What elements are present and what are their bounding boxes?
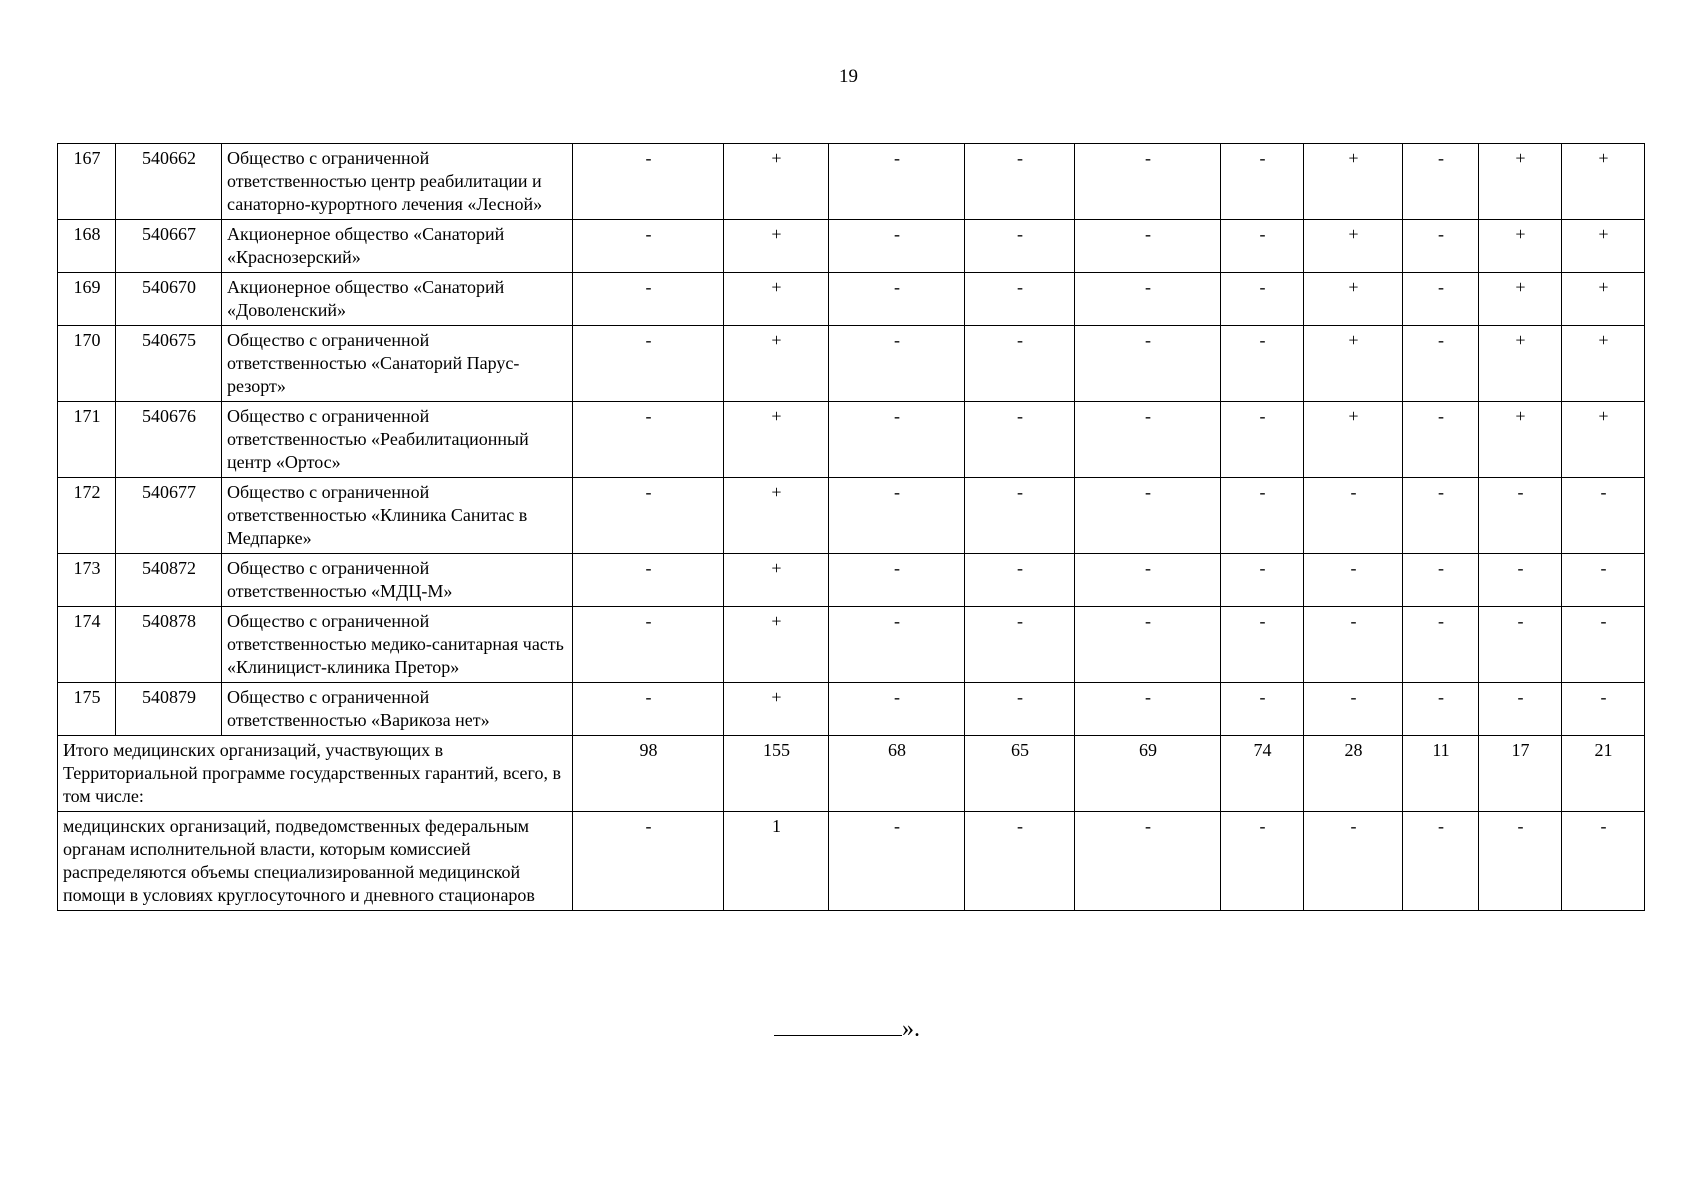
participation-mark: + [1479, 220, 1562, 273]
organization-name: Общество с ограниченной ответственностью «Клиника Санитас в Медпарке» [222, 478, 573, 554]
participation-mark: - [1562, 554, 1645, 607]
participation-mark: + [1562, 326, 1645, 402]
participation-mark: - [1075, 326, 1221, 402]
total-count: - [965, 812, 1075, 911]
table-row [58, 220, 1645, 273]
participation-mark: - [1075, 402, 1221, 478]
total-count: 11 [1403, 736, 1479, 812]
table-row [58, 607, 1645, 683]
total-count: 65 [965, 736, 1075, 812]
participation-mark: - [965, 144, 1075, 220]
participation-mark: - [1221, 326, 1304, 402]
registry-code: 540878 [116, 607, 222, 683]
participation-mark: - [1304, 478, 1403, 554]
total-count: - [1221, 812, 1304, 911]
participation-mark: - [1075, 607, 1221, 683]
page-number: 19 [839, 66, 858, 87]
participation-mark: - [829, 402, 965, 478]
participation-mark: - [1221, 220, 1304, 273]
participation-mark: - [829, 478, 965, 554]
participation-mark: - [1304, 554, 1403, 607]
participation-mark: - [965, 554, 1075, 607]
participation-mark: - [573, 683, 724, 736]
participation-mark: - [1562, 683, 1645, 736]
participation-mark: + [724, 220, 829, 273]
participation-mark: - [573, 144, 724, 220]
total-row [58, 736, 1645, 812]
registry-code: 540879 [116, 683, 222, 736]
participation-mark: - [1562, 478, 1645, 554]
organizations-table [57, 143, 1645, 911]
total-count: 155 [724, 736, 829, 812]
participation-mark: + [1479, 144, 1562, 220]
total-count: 74 [1221, 736, 1304, 812]
registry-code: 540675 [116, 326, 222, 402]
registry-code: 540676 [116, 402, 222, 478]
organization-name: Общество с ограниченной ответственностью «Варикоза нет» [222, 683, 573, 736]
participation-mark: - [965, 273, 1075, 326]
participation-mark: - [1221, 607, 1304, 683]
participation-mark: - [829, 554, 965, 607]
table-body [58, 144, 1645, 911]
participation-mark: + [1479, 326, 1562, 402]
registry-code: 540662 [116, 144, 222, 220]
row-number: 170 [58, 326, 116, 402]
participation-mark: - [1403, 144, 1479, 220]
participation-mark: - [1304, 683, 1403, 736]
participation-mark: - [965, 607, 1075, 683]
organization-name: Общество с ограниченной ответственностью «Реабилитационный центр «Ортос» [222, 402, 573, 478]
organization-name: Общество с ограниченной ответственностью медико-санитарная часть «Клиницист-клиника Претор» [222, 607, 573, 683]
total-row [58, 812, 1645, 911]
total-count: 1 [724, 812, 829, 911]
participation-mark: - [829, 607, 965, 683]
table-row [58, 554, 1645, 607]
total-label: медицинских организаций, подведомственных федеральным органам исполнительной власти, которым комиссией распределяются объемы специализированной медицинской помощи в условиях круглосуточного и дневного стационаров [58, 812, 573, 911]
row-number: 167 [58, 144, 116, 220]
participation-mark: - [1304, 607, 1403, 683]
registry-code: 540670 [116, 273, 222, 326]
participation-mark: - [1403, 554, 1479, 607]
participation-mark: + [1304, 144, 1403, 220]
total-count: - [1403, 812, 1479, 911]
table-row [58, 144, 1645, 220]
participation-mark: - [1221, 478, 1304, 554]
participation-mark: - [1075, 478, 1221, 554]
participation-mark: - [829, 326, 965, 402]
participation-mark: + [724, 607, 829, 683]
table-row [58, 273, 1645, 326]
participation-mark: - [1479, 554, 1562, 607]
participation-mark: - [573, 273, 724, 326]
participation-mark: - [1403, 478, 1479, 554]
participation-mark: - [1075, 273, 1221, 326]
participation-mark: - [1479, 683, 1562, 736]
organization-name: Акционерное общество «Санаторий «Доволенский» [222, 273, 573, 326]
participation-mark: + [724, 273, 829, 326]
participation-mark: + [724, 326, 829, 402]
total-count: - [1075, 812, 1221, 911]
participation-mark: - [1075, 683, 1221, 736]
participation-mark: + [724, 402, 829, 478]
total-count: - [1304, 812, 1403, 911]
total-count: - [1479, 812, 1562, 911]
row-number: 172 [58, 478, 116, 554]
participation-mark: - [573, 478, 724, 554]
table-row [58, 683, 1645, 736]
total-count: 28 [1304, 736, 1403, 812]
registry-code: 540667 [116, 220, 222, 273]
total-label: Итого медицинских организаций, участвующих в Территориальной программе государственных гарантий, всего, в том числе: [58, 736, 573, 812]
participation-mark: + [1562, 273, 1645, 326]
participation-mark: - [965, 326, 1075, 402]
total-count: 98 [573, 736, 724, 812]
organization-name: Общество с ограниченной ответственностью «МДЦ-М» [222, 554, 573, 607]
participation-mark: + [1562, 144, 1645, 220]
participation-mark: - [965, 220, 1075, 273]
participation-mark: - [1403, 220, 1479, 273]
participation-mark: - [829, 273, 965, 326]
total-count: 69 [1075, 736, 1221, 812]
participation-mark: - [1221, 144, 1304, 220]
participation-mark: + [1304, 402, 1403, 478]
closing-quote: ». [902, 1016, 920, 1042]
participation-mark: - [829, 220, 965, 273]
participation-mark: - [1075, 554, 1221, 607]
participation-mark: - [1075, 220, 1221, 273]
participation-mark: - [1221, 554, 1304, 607]
organization-name: Общество с ограниченной ответственностью центр реабилитации и санаторно-курортного лечения «Лесной» [222, 144, 573, 220]
total-count: 68 [829, 736, 965, 812]
participation-mark: + [724, 144, 829, 220]
row-number: 174 [58, 607, 116, 683]
participation-mark: - [1403, 402, 1479, 478]
row-number: 171 [58, 402, 116, 478]
participation-mark: - [1403, 273, 1479, 326]
participation-mark: - [965, 478, 1075, 554]
participation-mark: + [1562, 402, 1645, 478]
participation-mark: - [573, 326, 724, 402]
participation-mark: - [573, 220, 724, 273]
participation-mark: - [1075, 144, 1221, 220]
table-row [58, 326, 1645, 402]
total-count: - [1562, 812, 1645, 911]
participation-mark: - [573, 554, 724, 607]
organization-name: Общество с ограниченной ответственностью «Санаторий Парус-резорт» [222, 326, 573, 402]
table-row [58, 402, 1645, 478]
row-number: 175 [58, 683, 116, 736]
row-number: 173 [58, 554, 116, 607]
participation-mark: + [724, 683, 829, 736]
participation-mark: - [1562, 607, 1645, 683]
participation-mark: - [573, 607, 724, 683]
participation-mark: + [1479, 273, 1562, 326]
participation-mark: - [1221, 402, 1304, 478]
participation-mark: + [1304, 220, 1403, 273]
total-count: - [573, 812, 724, 911]
registry-code: 540677 [116, 478, 222, 554]
registry-code: 540872 [116, 554, 222, 607]
participation-mark: + [1479, 402, 1562, 478]
total-count: 21 [1562, 736, 1645, 812]
closing-mark [774, 1013, 920, 1044]
organization-name: Акционерное общество «Санаторий «Краснозерский» [222, 220, 573, 273]
participation-mark: + [1562, 220, 1645, 273]
row-number: 168 [58, 220, 116, 273]
total-count: - [829, 812, 965, 911]
participation-mark: - [829, 144, 965, 220]
participation-mark: - [1221, 683, 1304, 736]
row-number: 169 [58, 273, 116, 326]
participation-mark: + [724, 478, 829, 554]
participation-mark: - [1403, 607, 1479, 683]
participation-mark: - [1403, 683, 1479, 736]
participation-mark: + [1304, 326, 1403, 402]
total-count: 17 [1479, 736, 1562, 812]
participation-mark: + [1304, 273, 1403, 326]
participation-mark: - [1479, 478, 1562, 554]
participation-mark: - [965, 402, 1075, 478]
participation-mark: - [965, 683, 1075, 736]
participation-mark: - [829, 683, 965, 736]
participation-mark: - [1479, 607, 1562, 683]
participation-mark: - [1403, 326, 1479, 402]
participation-mark: - [1221, 273, 1304, 326]
participation-mark: - [573, 402, 724, 478]
participation-mark: + [724, 554, 829, 607]
signature-line [774, 1013, 902, 1036]
table-row [58, 478, 1645, 554]
